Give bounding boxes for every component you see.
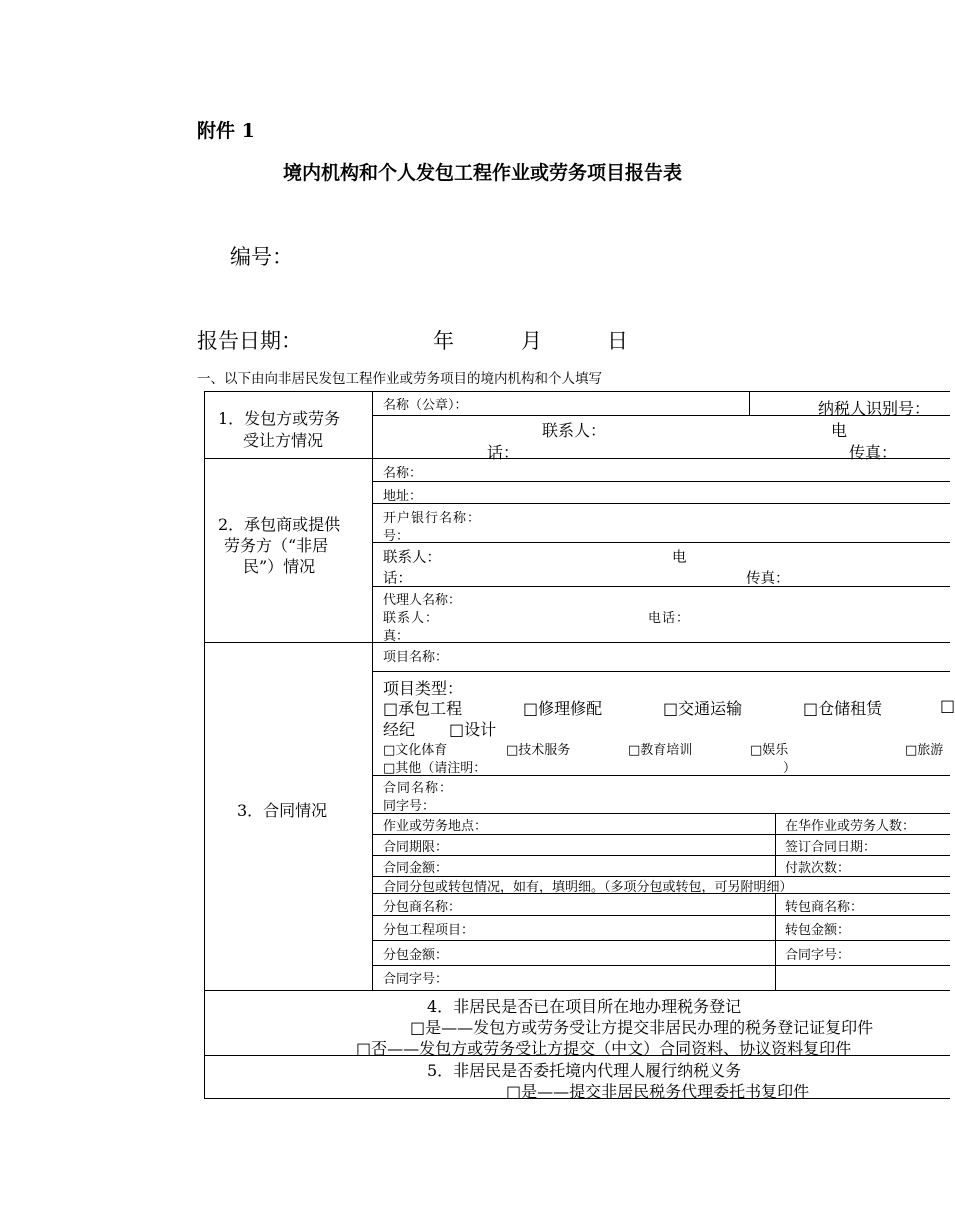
- subcontract-note: 合同分包或转包情况，如有，填明细。（多项分包或转包，可另附明细）: [383, 880, 793, 895]
- intro-text: 一、以下由向非居民发包工程作业或劳务项目的境内机构和个人填写: [197, 371, 602, 387]
- type-checkbox-other[interactable]: □其他（请注明：: [383, 761, 487, 776]
- transfer-amount-field[interactable]: 转包金额：: [785, 923, 851, 938]
- agent-fax-field[interactable]: 真：: [383, 629, 410, 644]
- type-checkbox-transport[interactable]: □交通运输: [663, 699, 743, 718]
- nonresident-bank-field[interactable]: 开户银行名称：: [383, 511, 482, 526]
- contract-amount-field[interactable]: 合同金额：: [383, 861, 449, 876]
- issuer-fax-field[interactable]: 传真：: [849, 443, 898, 462]
- agent-phone-field[interactable]: 电话：: [648, 611, 691, 626]
- section4-no-checkbox[interactable]: □否——发包方或劳务受让方提交（中文）合同资料、协议资料复印件: [356, 1039, 852, 1058]
- payment-times-field[interactable]: 付款次数：: [785, 861, 851, 876]
- type-checkbox-tourism[interactable]: □旅游: [905, 743, 944, 758]
- type-checkbox-warehouse[interactable]: □仓储租赁: [803, 699, 883, 718]
- nonresident-contact-field[interactable]: 联系人：: [383, 550, 441, 566]
- page-title: 境内机构和个人发包工程作业或劳务项目报告表: [283, 162, 683, 184]
- project-name-field[interactable]: 项目名称：: [383, 650, 449, 665]
- type-checkbox-education[interactable]: □教育培训: [628, 743, 693, 758]
- issuer-phone-field[interactable]: 话：: [487, 443, 520, 462]
- type-checkbox-tech-service[interactable]: □技术服务: [506, 743, 571, 758]
- type-checkbox-entertainment[interactable]: □娱乐: [750, 743, 789, 758]
- section2-label-line1: 2．承包商或提供: [218, 515, 341, 534]
- subcontractor-name-field[interactable]: 分包商名称：: [383, 900, 462, 915]
- section1-label-line2: 受让方情况: [243, 431, 324, 450]
- transfer-contractor-name-field[interactable]: 转包商名称：: [785, 900, 864, 915]
- sub-contract-number-field[interactable]: 合同字号：: [383, 972, 449, 987]
- day-label: 日: [607, 329, 628, 353]
- contract-period-field[interactable]: 合同期限：: [383, 840, 449, 855]
- type-checkbox-design[interactable]: □设计: [449, 720, 497, 739]
- section4-yes-checkbox[interactable]: □是——发包方或劳务受让方提交非居民办理的税务登记证复印件: [410, 1018, 874, 1037]
- nonresident-fax-field[interactable]: 传真：: [746, 571, 790, 587]
- serial-number-label: 编号：: [230, 245, 293, 269]
- contract-number-field[interactable]: 同字号：: [383, 799, 436, 814]
- nonresident-phone-label-a: 电: [672, 550, 687, 566]
- section5-yes-checkbox[interactable]: □是——提交非居民税务代理委托书复印件: [506, 1082, 810, 1101]
- section3-label: 3．合同情况: [237, 801, 328, 820]
- type-checkbox-repair[interactable]: □修理修配: [523, 699, 603, 718]
- type-checkbox-construction[interactable]: □承包工程: [383, 699, 463, 718]
- section4-question: 4．非居民是否已在项目所在地办理税务登记: [427, 997, 742, 1016]
- project-type-label: 项目类型：: [383, 679, 464, 698]
- report-date-label: 报告日期：: [197, 329, 302, 353]
- sub-amount-field[interactable]: 分包金额：: [383, 948, 449, 963]
- attachment-label: 附件 1: [197, 120, 255, 142]
- sub-project-field[interactable]: 分包工程项目：: [383, 923, 475, 938]
- type-checkbox-culture-sports[interactable]: □文化体育: [383, 743, 448, 758]
- section1-label-line1: 1．发包方或劳务: [218, 409, 341, 428]
- year-label: 年: [433, 329, 454, 353]
- nonresident-phone-field[interactable]: 话：: [383, 571, 412, 587]
- work-location-field[interactable]: 作业或劳务地点：: [383, 819, 488, 834]
- type-checkbox-brokerage[interactable]: 经纪: [383, 720, 416, 739]
- section2-label-line2: 劳务方（“非居: [224, 536, 329, 555]
- transfer-contract-number-field[interactable]: 合同字号：: [785, 948, 851, 963]
- month-label: 月: [521, 329, 542, 353]
- nonresident-account-field[interactable]: 号：: [383, 529, 410, 544]
- section5-question: 5．非居民是否委托境内代理人履行纳税义务: [427, 1061, 742, 1080]
- issuer-phone-label-a: 电: [831, 421, 848, 440]
- issuer-name-seal-field[interactable]: 名称（公章）：: [383, 398, 468, 413]
- issuer-contact-field[interactable]: 联系人：: [542, 421, 607, 440]
- agent-name-field[interactable]: 代理人名称：: [383, 593, 462, 608]
- type-other-close-paren: ）: [783, 761, 797, 776]
- nonresident-name-field[interactable]: 名称：: [383, 466, 423, 481]
- type-checkbox-more[interactable]: □: [940, 696, 955, 715]
- sign-date-field[interactable]: 签订合同日期：: [785, 840, 877, 855]
- nonresident-address-field[interactable]: 地址：: [383, 489, 423, 504]
- workers-in-china-field[interactable]: 在华作业或劳务人数：: [785, 819, 916, 834]
- contract-name-field[interactable]: 合同名称：: [383, 781, 454, 796]
- issuer-taxpayer-id-field[interactable]: 纳税人识别号：: [818, 399, 931, 418]
- section2-label-line3: 民”）情况: [243, 557, 316, 576]
- agent-contact-field[interactable]: 联系人：: [383, 611, 440, 626]
